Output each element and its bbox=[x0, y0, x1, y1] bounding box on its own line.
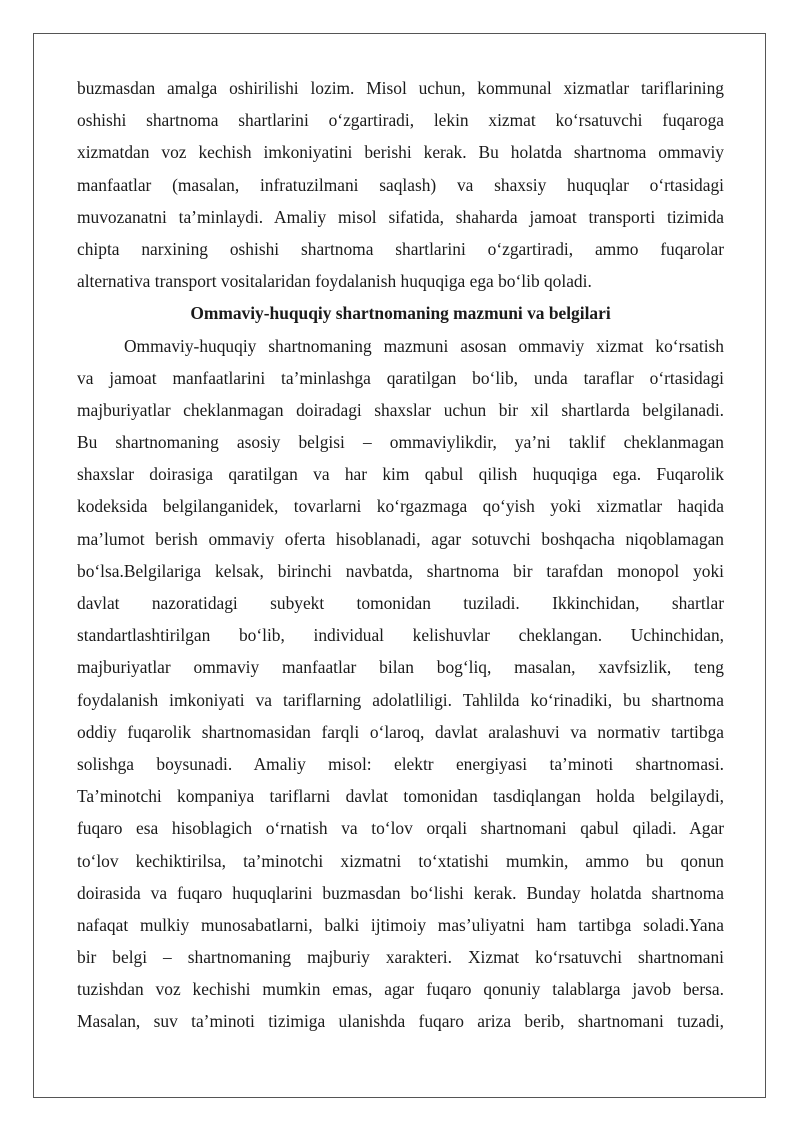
text-line: Bu shartnomaning asosiy belgisi – ommaviylikdir, ya’ni taklif cheklanmagan bbox=[77, 432, 724, 453]
text-line: bir belgi – shartnomaning majburiy xarakteri. Xizmat ko‘rsatuvchi shartnomani bbox=[77, 947, 724, 968]
text-line: solishga boysunadi. Amaliy misol: elektr energiyasi ta’minoti shartnomasi. bbox=[77, 753, 724, 774]
text-line: to‘lov kechiktirilsa, ta’minotchi xizmatni to‘xtatishi mumkin, ammo bu qonun bbox=[77, 850, 724, 871]
text-line: Masalan, suv ta’minoti tizimiga ulanishda fuqaro ariza berib, shartnomani tuzadi, bbox=[77, 1011, 724, 1032]
paragraph-2 bbox=[77, 330, 724, 1038]
text-line: Ommaviy-huquqiy shartnomaning mazmuni asosan ommaviy xizmat ko‘rsatish bbox=[124, 335, 724, 356]
text-line: va jamoat manfaatlarini ta’minlashga qaratilgan bo‘lib, unda taraflar o‘rtasidagi bbox=[77, 367, 724, 388]
text-line: Ta’minotchi kompaniya tariflarni davlat tomonidan tasdiqlangan holda belgilaydi, bbox=[77, 786, 724, 807]
text-line: oddiy fuqarolik shartnomasidan farqli o‘laroq, davlat aralashuvi va normativ tartibga bbox=[77, 721, 724, 742]
text-line: shaxslar doirasiga qaratilgan va har kim qabul qilish huquqiga ega. Fuqarolik bbox=[77, 464, 724, 485]
section-heading: Ommaviy-huquqiy shartnomaning mazmuni va belgilari bbox=[190, 303, 611, 324]
text-line: standartlashtirilgan bo‘lib, individual kelishuvlar cheklangan. Uchinchidan, bbox=[77, 625, 724, 646]
text-line: alternativa transport vositalaridan foydalanish huquqiga ega bo‘lib qoladi. bbox=[77, 271, 592, 292]
text-line: majburiyatlar ommaviy manfaatlar bilan bog‘liq, masalan, xavfsizlik, teng bbox=[77, 657, 724, 678]
text-line: manfaatlar (masalan, infratuzilmani saqlash) va shaxsiy huquqlar o‘rtasidagi bbox=[77, 174, 724, 195]
document-body bbox=[77, 72, 724, 1038]
text-line: xizmatdan voz kechish imkoniyatini berishi kerak. Bu holatda shartnoma ommaviy bbox=[77, 142, 724, 163]
text-line: kodeksida belgilanganidek, tovarlarni ko‘rgazmaga qo‘yish yoki xizmatlar haqida bbox=[77, 496, 724, 517]
text-line: nafaqat mulkiy munosabatlarni, balki ijtimoiy mas’uliyatni ham tartibga soladi.Yana bbox=[77, 914, 724, 935]
text-line: fuqaro esa hisoblagich o‘rnatish va to‘lov orqali shartnomani qabul qiladi. Agar bbox=[77, 818, 724, 839]
text-line: davlat nazoratidagi subyekt tomonidan tuziladi. Ikkinchidan, shartlar bbox=[77, 593, 724, 613]
text-line: foydalanish imkoniyati va tariflarning adolatliligi. Tahlilda ko‘rinadiki, bu shartnoma bbox=[77, 689, 724, 710]
text-line: chipta narxining oshishi shartnoma shartlarini o‘zgartiradi, ammo fuqarolar bbox=[77, 238, 724, 259]
text-line: oshishi shartnoma shartlarini o‘zgartiradi, lekin xizmat ko‘rsatuvchi fuqaroga bbox=[77, 110, 724, 131]
text-line: bo‘lsa.Belgilariga kelsak, birinchi navbatda, shartnoma bir tarafdan monopol yoki bbox=[77, 560, 724, 581]
text-line: tuzishdan voz kechishi mumkin emas, agar fuqaro qonuniy talablarga javob bersa. bbox=[77, 979, 724, 1000]
text-line: doirasida va fuqaro huquqlarini buzmasdan bo‘lishi kerak. Bunday holatda shartnoma bbox=[77, 882, 724, 903]
text-line: buzmasdan amalga oshirilishi lozim. Misol uchun, kommunal xizmatlar tariflarining bbox=[77, 78, 724, 98]
paragraph-1 bbox=[77, 72, 724, 297]
text-line: ma’lumot berish ommaviy oferta hisoblanadi, agar sotuvchi boshqacha niqoblamagan bbox=[77, 528, 724, 549]
text-line: muvozanatni ta’minlaydi. Amaliy misol sifatida, shaharda jamoat transporti tizimida bbox=[77, 206, 724, 227]
text-line: majburiyatlar cheklanmagan doiradagi shaxslar uchun bir xil shartlarda belgilanadi. bbox=[77, 399, 724, 420]
